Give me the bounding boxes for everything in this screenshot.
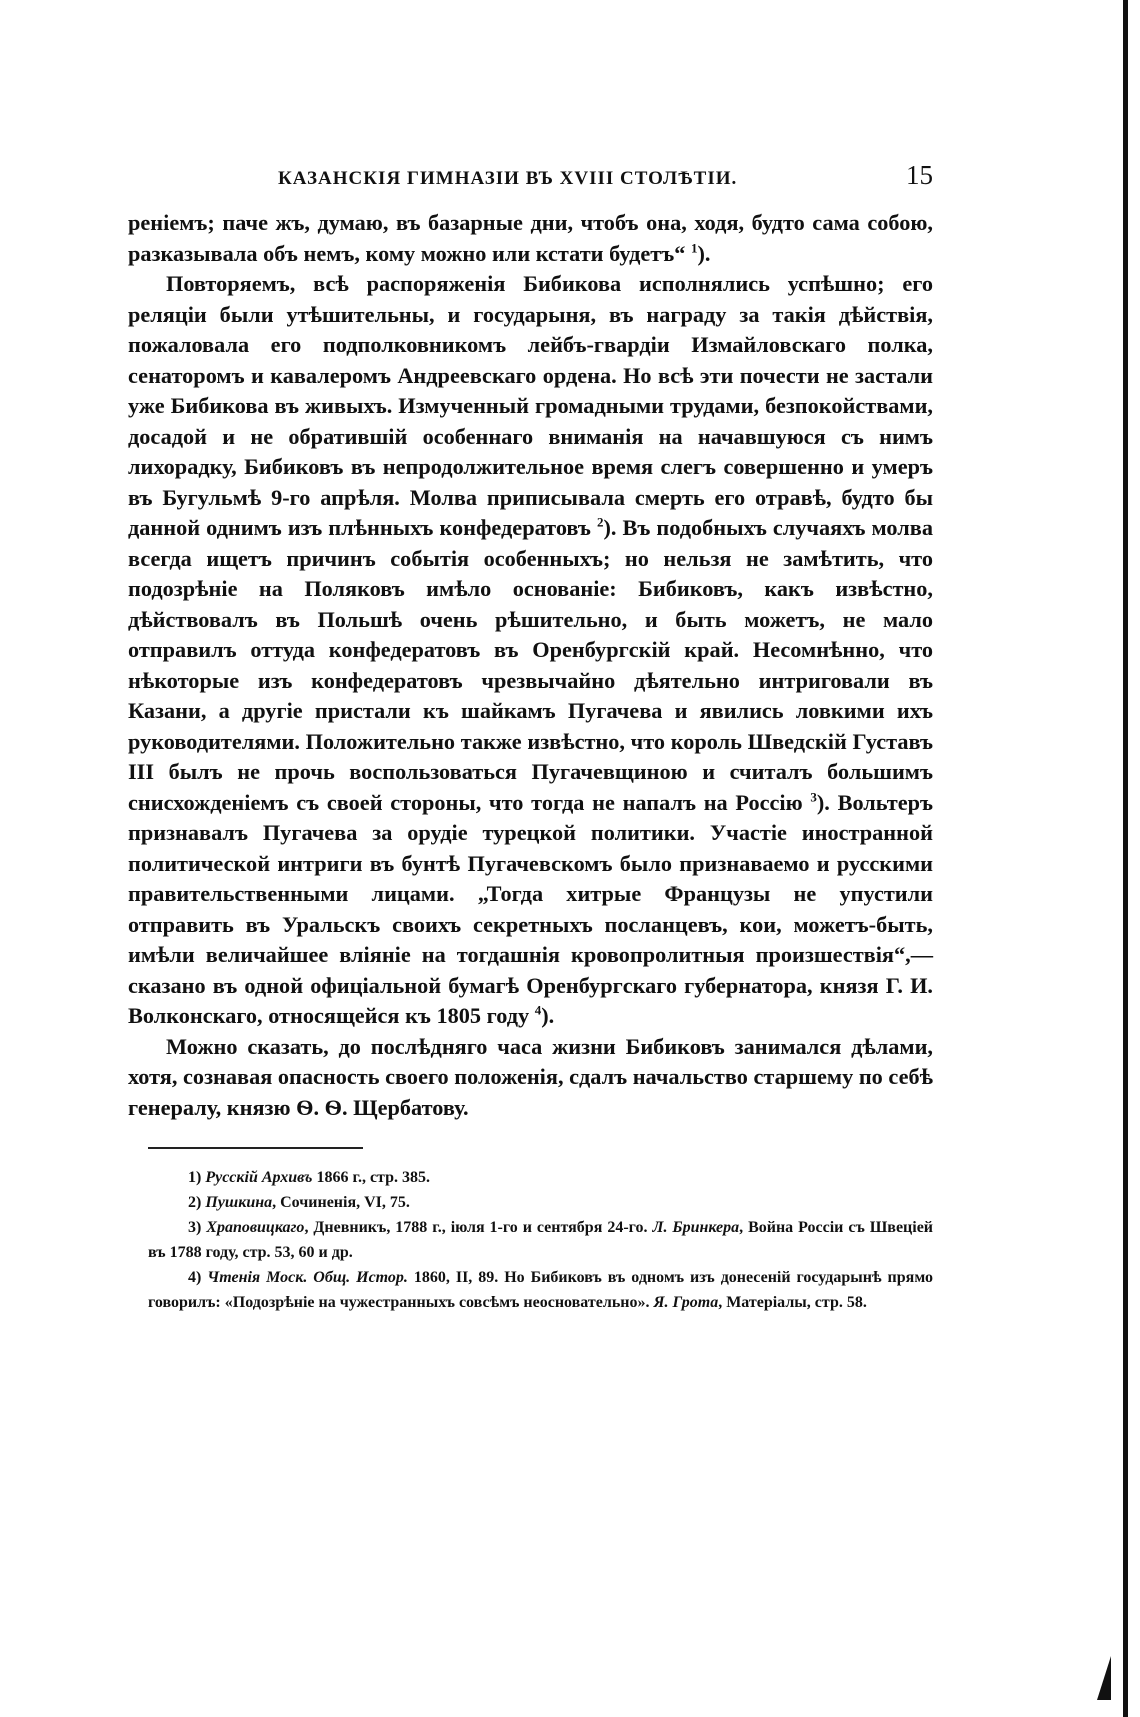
footnote-marker: 3) [188,1219,207,1236]
footnote-marker: 4) [188,1269,208,1286]
footnote-source: Чтенія Моск. Общ. Истор. [207,1269,408,1286]
footnote-ref-3: 3 [810,789,817,805]
footnote-text: 1866 г., стр. 385. [312,1169,430,1186]
footnote-ref-4: 4 [534,1002,542,1018]
footnote-source: Л. Бринкера [652,1219,740,1236]
footnote-text: , Дневникъ, 1788 г., іюля 1-го и сентября 24-го. [304,1219,653,1236]
footnote-source: Пушкина [205,1194,273,1211]
paragraph-continued [128,208,933,269]
paragraph-bibikov [128,269,933,1032]
footnotes [128,1165,933,1315]
paragraph-text: ). Вольтеръ признавалъ Пугачева за орудіе турецкой политики. Участіе иностранной политической интриги въ бунтѣ Пугачевскомъ было признаваемо и русскими правительственными лицами. „Тогда хитрые Французы не упустили отправить въ Уральскъ своихъ секретныхъ посланцевъ, кои, можетъ-быть, имѣли величайшее вліяніе на тогдашнія кровопролитныя произшествія“,—сказано въ одной офиціальной бумагѣ Оренбургскаго губернатора, князя Г. И. Волконскаго, относящейся къ 1805 году [128,789,933,1028]
main-text [128,208,933,1123]
footnote-ref-1: 1 [691,240,698,256]
paragraph-text: ). [541,1003,555,1028]
footnote-source: Храповицкаго [206,1219,305,1236]
footnote-text: , Сочиненія, VI, 75. [272,1194,410,1211]
footnote-marker: 2) [188,1194,206,1211]
corner-ink-mark [1097,1656,1111,1700]
footnote-text: , Матеріалы, стр. 58. [718,1294,867,1311]
footnote-3 [148,1215,933,1265]
page-number: 15 [906,160,933,190]
paragraph-text-tail: ). [697,240,711,266]
footnote-source: Русскій Архивъ [205,1169,313,1186]
footnote-text: , Война Россіи съ Швеціей въ 1788 году, стр. 53, 60 и др. [148,1219,934,1261]
footnote-separator [148,1147,363,1149]
footnote-source: Я. Грота [653,1294,719,1311]
paragraph-final: Можно сказать, до послѣдняго часа жизни Бибиковъ занимался дѣлами, хотя, сознавая опасность своего положенія, сдалъ начальство старшему по себѣ генералу, князю Ѳ. Ѳ. Щербатову. [128,1033,933,1120]
footnote-text: 1860, II, 89. Но Бибиковъ въ одномъ изъ донесеній государынѣ прямо говорилъ: «Подозрѣніе на чужестранныхъ совсѣмъ неосновательно». [148,1269,934,1311]
footnote-marker: 1) [188,1169,206,1186]
book-page [128,160,933,1315]
footnote-1 [148,1165,933,1190]
running-title: КАЗАНСКІЯ ГИМНАЗІИ ВЪ XVIII СТОЛѢТІИ. [278,168,738,189]
paragraph-text: реніемъ; паче жъ, думаю, въ базарные дни, чтобъ она, ходя, будто сама собою, разказывала объ немъ, кому можно или кстати будетъ“ [128,210,933,266]
footnote-ref-2: 2 [596,514,604,530]
paragraph-text: Повторяемъ, всѣ распоряженія Бибикова исполнялись успѣшно; его реляціи были утѣшительны, и государыня, въ награду за такія дѣйствія, пожаловала его подполковникомъ лейбъ-гвардіи Измайловскаго полка, сенаторомъ и кавалеромъ Андреевскаго ордена. Но всѣ эти почести не застали уже Бибикова въ живыхъ. Измученный громадными трудами, безпокойствами, досадой и не обратившій особеннаго вниманія на начавшуюся съ нимъ лихорадку, Бибиковъ въ непродолжительное время слегъ совершенно и умеръ въ Бугульмѣ 9-го апрѣля. Молва приписывала смерть его отравѣ, будто бы данной однимъ изъ плѣнныхъ конфедератовъ [128,271,933,540]
footnote-4 [148,1265,933,1315]
paragraph-text: ). Въ подобныхъ случаяхъ молва всегда ищетъ причинъ событія особенныхъ; но нельзя не замѣтить, что подозрѣніе на Поляковъ имѣло основаніе: Бибиковъ, какъ извѣстно, дѣйствовалъ въ Польшѣ очень рѣшительно, и быть можетъ, не мало отправилъ оттуда конфедератовъ въ Оренбургскій край. Несомнѣнно, что нѣкоторые изъ конфедератовъ чрезвычайно дѣятельно интриговали въ Казани, а другіе пристали къ шайкамъ Пугачева и явились ловкими ихъ руководителями. Положительно также извѣстно, что король Шведскій Густавъ III былъ не прочь воспользоваться Пугачевщиною и считалъ большимъ снисхожденіемъ съ своей стороны, что тогда не напалъ на Россію [128,515,933,815]
page-edge-shadow [1123,0,1128,1717]
running-head [128,160,933,196]
footnote-2 [148,1190,933,1215]
